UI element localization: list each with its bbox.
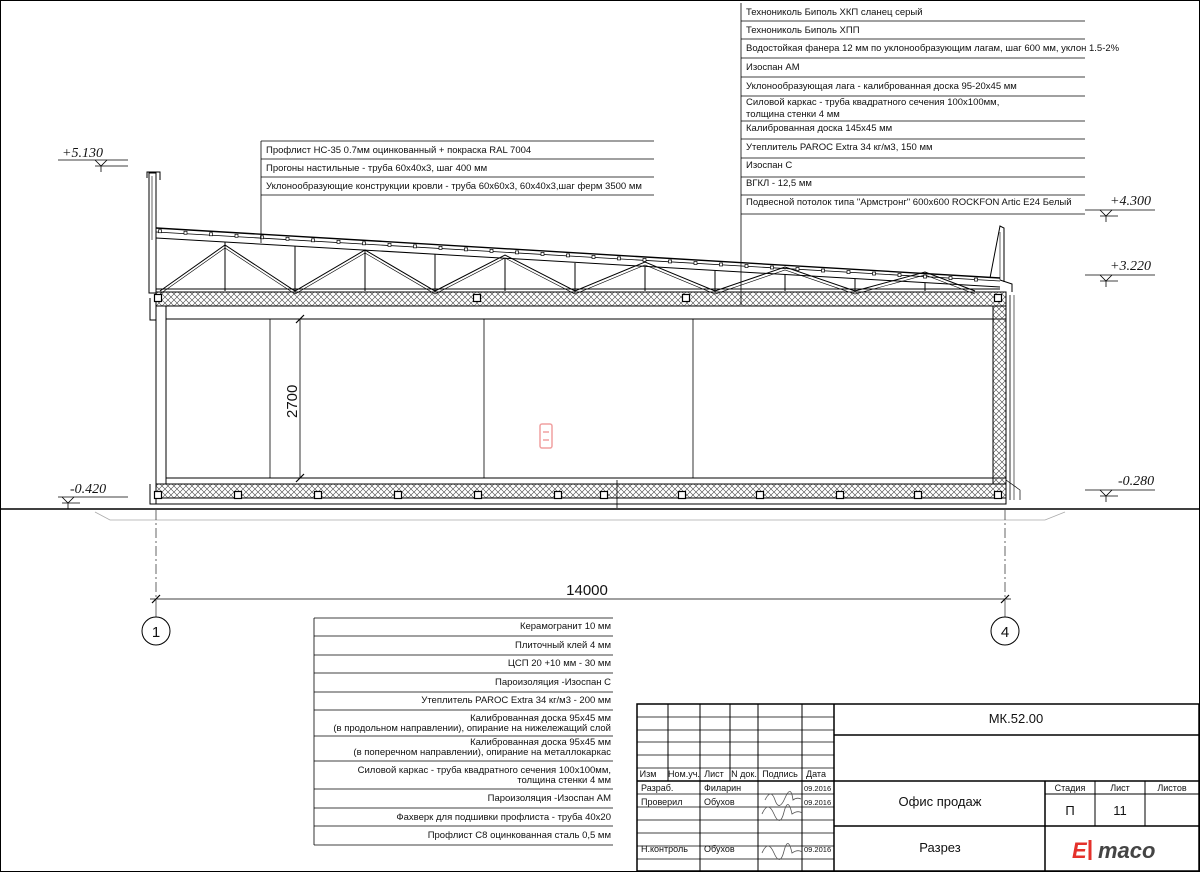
floor-layer-label: Фахверк для подшивки профлиста - труба 40х20 [396,812,611,823]
title-block-header: Лист [704,769,724,779]
height-value: 2700 [284,384,301,418]
purlin-section [210,233,213,236]
purlin-section [745,264,748,267]
roof-layer-label: Технониколь Биполь ХПП [746,25,860,36]
purlin-section [159,230,162,233]
roof-insulation [156,292,1006,306]
steel-tube-section [915,492,922,499]
roof-layer-label: Силовой каркас - труба квадратного сечения 100х100мм, [746,97,1000,108]
roof-layer-label: Утеплитель PAROC Extra 34 кг/м3, 150 мм [746,142,933,153]
steel-tube-section [679,492,686,499]
floor-finish [156,478,1006,484]
roof-beam [156,306,1006,319]
purlin-section [873,272,876,275]
purlin-section [949,277,952,280]
length-value: 14000 [566,582,608,599]
elevation-bottom-right [1085,490,1155,502]
steel-tube-section [235,492,242,499]
steel-tube-section [837,492,844,499]
svg-text:E: E [1072,838,1087,863]
roof-layer-label: толщина стенки 4 мм [746,109,840,120]
floor-layers-list [314,618,613,845]
purlin-section [541,252,544,255]
steel-tube-section [155,492,162,499]
roof-layer-label: ВГКЛ - 12,5 мм [746,178,812,189]
steel-tube-section [475,492,482,499]
purlin-section [592,255,595,258]
floor-layer-label: Плиточный клей 4 мм [515,640,611,651]
steel-tube-section [757,492,764,499]
roof-layer-label: Подвесной потолок типа "Армстронг" 600х600 ROCKFON Artic E24 Белый [746,197,1072,208]
roof-layer-label: Изоспан АМ [746,62,800,73]
purlins [159,230,978,281]
elevation-top-right-label: +4.300 [1110,194,1151,209]
purlin-section [822,269,825,272]
purlin-section [618,257,621,260]
floor-layer-label: Силовой каркас - труба квадратного сечения 100х100мм, [357,765,611,776]
title-block-name: Обухов [704,797,735,807]
purlin-section [847,271,850,274]
floor-layer-label: (в продольном направлении), опирание на нижележащий слой [333,723,611,734]
purlin-section [898,274,901,277]
steel-tube-section [155,295,162,302]
wall-right [993,306,1006,484]
elevation-top-right [1085,210,1155,222]
wall-left [156,306,166,484]
purlin-section [975,278,978,281]
title-block-role: Проверил [641,797,683,807]
steel-tubes [155,295,1002,499]
steel-tube-section [315,492,322,499]
purlin-section [337,240,340,243]
floor-insulation [156,484,1006,498]
title-block-name: Обухов [704,844,735,854]
center-mark [540,424,552,448]
title-block-role: Н.контроль [641,844,688,854]
steel-tube-section [474,295,481,302]
steel-tube-section [683,295,690,302]
elevation-bottom-left [58,497,128,509]
title-block-headers [640,769,826,779]
sheet-value: 11 [1113,803,1127,818]
title-block-date: 09.2016 [804,845,832,854]
title-block-header: Дата [806,769,826,779]
roof-truss [156,228,1000,294]
length-dimension [150,510,1011,605]
signature-1 [765,791,801,805]
purlin-section [669,260,672,263]
purlin-section [516,251,519,254]
purlin-section [643,258,646,261]
purlin-section [465,248,468,251]
purlin-section [414,245,417,248]
axis-right-label: 4 [1000,624,1010,641]
roof-layer-label: Изоспан С [746,160,793,171]
floor-layer-label: Керамогранит 10 мм [519,621,611,632]
purlin-section [439,246,442,249]
purlin-section [490,249,493,252]
roof-layer-label: Калиброванная доска 145х45 мм [746,123,893,134]
sheets-header: Листов [1157,783,1187,793]
roof-layer-label: Технониколь Биполь ХКП сланец серый [746,7,923,18]
elevation-top-left [58,160,128,172]
purlin-section [235,234,238,237]
floor-layer-label: Калиброванная доска 95х45 мм [470,737,611,748]
purlin-section [771,266,774,269]
sheet-title: Разрез [919,840,961,855]
purlin-section [312,239,315,242]
floor-frame [156,498,1006,504]
purlin-section [363,242,366,245]
steel-tube-section [395,492,402,499]
steel-tube-section [995,295,1002,302]
floor-layer-label: Пароизоляция -Изоспан АМ [487,793,611,804]
steel-tube-section [555,492,562,499]
elevation-mid-right-label: +3.220 [1110,259,1151,274]
height-dimension [284,315,304,482]
canopy-layer-label: Уклонообразующие конструкции кровли - труба 60х60х3, 60х40х3,шаг ферм 3500 мм [266,181,642,192]
floor-layer-label: Утеплитель PAROC Extra 34 кг/м3 - 200 мм [421,695,611,706]
sheet-header: Лист [1110,783,1130,793]
title-block-header: Ном.уч. [668,769,700,779]
steel-tube-section [601,492,608,499]
purlin-section [720,263,723,266]
canopy-layer-label: Прогоны настильные - труба 60х40х3, шаг 400 мм [266,163,488,174]
steel-tube-section [995,492,1002,499]
floor-layer-label: Пароизоляция -Изоспан С [495,677,611,688]
purlin-section [567,254,570,257]
purlin-section [184,231,187,234]
drawing-code: МК.52.00 [988,711,1044,726]
floor-layer-label: Профлист С8 оцинкованная сталь 0,5 мм [427,830,611,841]
stage-value: П [1065,803,1075,818]
title-block-header: N док. [731,769,757,779]
title-block-date: 09.2016 [804,798,832,807]
purlin-section [694,261,697,264]
floor-layer-label: (в поперечном направлении), опирание на металлокаркас [353,747,611,758]
elevation-bottom-right-label: -0.280 [1118,474,1155,489]
elevation-top-left-label: +5.130 [62,146,103,161]
elevation-mid-right [1085,275,1155,287]
purlin-section [924,275,927,278]
roof-layers-list [741,7,1120,214]
company-logo [1072,838,1155,863]
purlin-section [388,243,391,246]
parapet-right [990,226,1012,292]
roof-layer-label: Водостойкая фанера 12 мм по уклонообразующим лагам, шаг 600 мм, уклон 1.5-2% [746,43,1120,54]
title-block-role: Разраб. [641,783,674,793]
project-name: Офис продаж [898,794,982,809]
floor-layer-label: толщина стенки 4 мм [517,775,611,786]
canopy-layer-label: Профлист НС-35 0.7мм оцинкованный + покраска RAL 7004 [266,145,532,156]
canopy-layers-list [261,141,654,195]
purlin-section [796,268,799,271]
floor-layer-label: Калиброванная доска 95х45 мм [470,713,611,724]
floor-layer-label: ЦСП 20 +10 мм - 30 мм [507,658,611,669]
axis-left-label: 1 [151,624,161,641]
title-block-date: 09.2016 [804,784,832,793]
logo-text: maco [1098,838,1156,863]
stage-header: Стадия [1054,783,1086,793]
title-block-header: Изм [639,769,657,779]
title-block-header: Подпись [762,769,798,779]
purlin-section [286,237,289,240]
elevation-bottom-left-label: -0.420 [70,482,107,497]
title-block-name: Филарин [704,783,742,793]
roof-layer-label: Уклонообразующая лага - калиброванная доска 95-20х45 мм [746,81,1017,92]
